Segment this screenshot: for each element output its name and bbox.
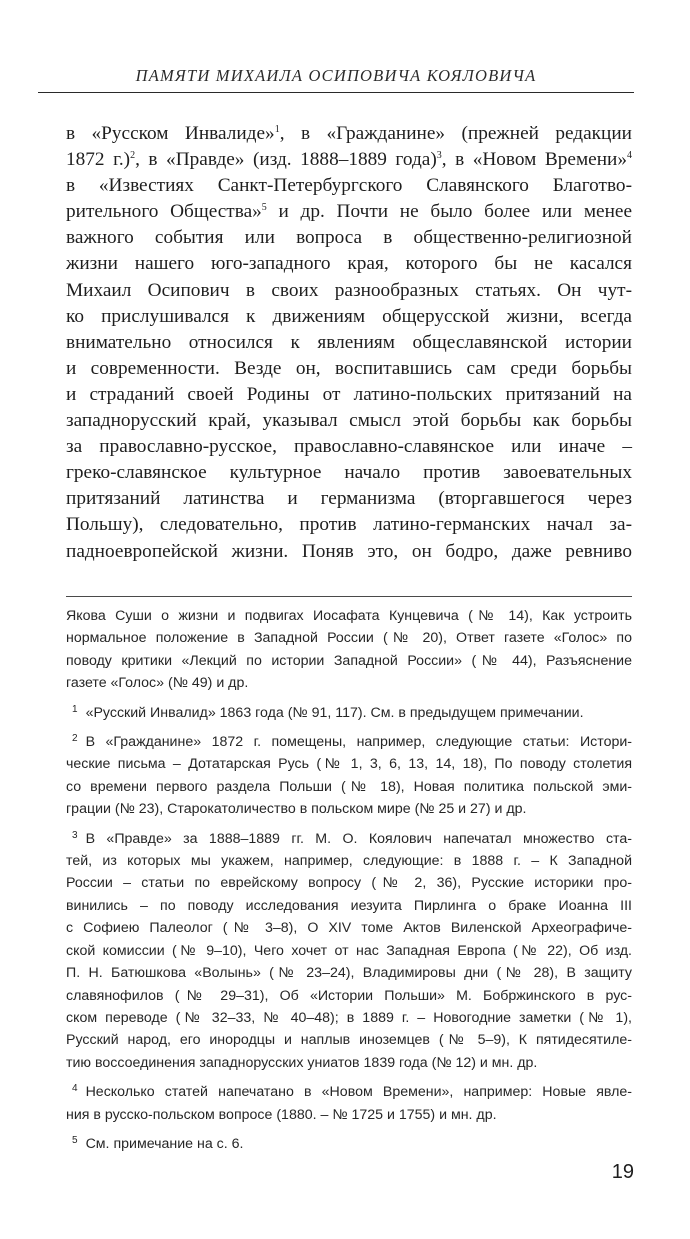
note-line: тей, из которых мы укажем, например, следующие: в 1888 г. – К Западной	[66, 853, 632, 870]
note-line: грации (№ 23), Старокатоличество в польском мире (№ 25 и 27) и др.	[66, 801, 527, 818]
footnote-ref: 5	[261, 202, 267, 214]
note-line: со времени первого раздела Польши (№ 18), Новая политика польской эми-	[66, 778, 632, 795]
note-line: винились – по поводу исследования иезуита Пирлинга о браке Иоанна III	[66, 897, 632, 914]
footnote-ref: 4	[627, 150, 633, 162]
text-line: притязаний латинства и германизма (вторгавшегося через	[66, 488, 632, 510]
note-line: газете «Голос» (№ 49) и др.	[66, 675, 249, 692]
footnote-separator	[66, 596, 632, 597]
footnote-number: 1	[72, 703, 78, 715]
note-line: $^3$ В «Правде» за 1888–1889 гг. М. О. Коялович напечатал множество ста-	[72, 829, 632, 847]
running-head: ПАМЯТИ МИХАИЛА ОСИПОВИЧА КОЯЛОВИЧА	[135, 66, 537, 85]
note-line: $^2$ В «Гражданине» 1872 г. помещены, например, следующие статьи: Истори-	[72, 733, 632, 751]
text-line: западнорусский край, указывал смысл этой борьбы как борьбы	[66, 410, 632, 432]
text-line: Польшу), следовательно, против латино-германских начал за-	[66, 514, 632, 536]
header-rule	[38, 92, 634, 93]
text-line: и страданий своей Родины от латино-польских притязаний на	[66, 383, 632, 405]
footnote-ref: 1	[274, 124, 280, 135]
note-line: П. Н. Батюшкова «Волынь» (№ 23–24), Владимировы дни (№ 28), В защиту	[66, 965, 632, 982]
text-line: падноевропейской жизни. Поняв это, он бодро, даже ревниво	[66, 540, 632, 562]
footnote-1	[66, 702, 632, 724]
footnote-ref: 3	[436, 150, 442, 162]
text-line: за православно-русское, православно-славянское или иначе –	[66, 436, 632, 458]
text-line: важного события или вопроса в общественно-религиозной	[66, 227, 632, 249]
note-line: $^1$ «Русский Инвалид» 1863 года (№ 91, 117). См. в предыдущем примечании.	[72, 703, 584, 721]
footnotes	[66, 605, 632, 1162]
text-line: внимательно относился к явлениям общеславянской истории	[66, 331, 632, 353]
footnote-4	[66, 1081, 632, 1126]
main-text	[66, 121, 632, 565]
footnote-3	[66, 828, 632, 1074]
text-line: 1872 г.)$^2$, в «Правде» (изд. 1888–1889 года)$^3$, в «Новом Времени»$^4$	[66, 149, 633, 171]
footnote-2	[66, 731, 632, 821]
note-line: ния в русско-польском вопросе (1880. – № 1725 и 1755) и мн. др.	[66, 1106, 497, 1123]
note-line: славянофилов (№ 29–31), Об «Истории Польши» М. Бобржинского в рус-	[66, 987, 632, 1004]
note-line: России – статьи по еврейскому вопросу (№ 2, 36), Русские историки про-	[66, 875, 632, 892]
footnote-number: 4	[72, 1083, 78, 1095]
footnote-number: 5	[72, 1134, 78, 1146]
footnote-ref: 2	[130, 150, 136, 162]
text-line: в «Русском Инвалиде»$^1$, в «Гражданине» (прежней редакции	[66, 123, 632, 144]
footnote-5	[66, 1133, 632, 1155]
text-line: Михаил Осипович в своих разнообразных статьях. Он чут-	[66, 279, 632, 301]
text-line: ко прислушивался к движениям общерусской жизни, всегда	[66, 305, 632, 327]
note-line: ской комиссии (№ 9–10), Чего хочет от нас Западная Европа (№ 22), Об изд.	[66, 942, 632, 959]
footnote-number: 2	[72, 733, 78, 745]
text-line: жизни нашего юго-западного края, которого бы не касался	[66, 253, 632, 275]
note-line: Русский народ, его инородцы и наплыв иноземцев (№ 5–9), К пятидесятиле-	[66, 1032, 632, 1049]
note-line: тию воссоединения западнорусских униатов 1839 года (№ 12) и мн. др.	[66, 1054, 538, 1071]
text-line: греко-славянское культурное начало против завоевательных	[66, 462, 632, 484]
note-line: $^4$ Несколько статей напечатано в «Новом Времени», например: Новые явле-	[72, 1083, 632, 1101]
note-line: ческие письма – Дотатарская Русь (№ 1, 3, 6, 13, 14, 18), По поводу столетия	[66, 756, 632, 773]
note-line: ском переводе (№ 32–33, № 40–48); в 1889 г. – Новогодние заметки (№ 1),	[66, 1009, 632, 1026]
page-number: 19	[611, 1161, 634, 1183]
text-line: и современности. Везде он, воспитавшись сам среди борьбы	[66, 357, 632, 379]
footnote-continuation	[66, 605, 632, 695]
note-line: поводу критики «Лекций по истории Западной России» (№ 44), Разъяснение	[66, 652, 632, 669]
note-line: нормальное положение в Западной России (№ 20), Ответ газете «Голос» по	[66, 630, 632, 647]
note-line: с Софиею Палеолог (№ 3–8), О XIV томе Актов Виленской Археографиче-	[66, 920, 632, 937]
text-line: рительного Общества»$^5$ и др. Почти не было более или менее	[66, 201, 633, 223]
note-line: Якова Суши о жизни и подвигах Иосафата Кунцевича (№ 14), Как устроить	[66, 608, 632, 624]
note-line: $^5$ См. примечание на с. 6.	[72, 1134, 244, 1152]
footnote-number: 3	[72, 829, 78, 841]
text-line: в «Известиях Санкт-Петербургского Славянского Благотво-	[66, 175, 632, 197]
